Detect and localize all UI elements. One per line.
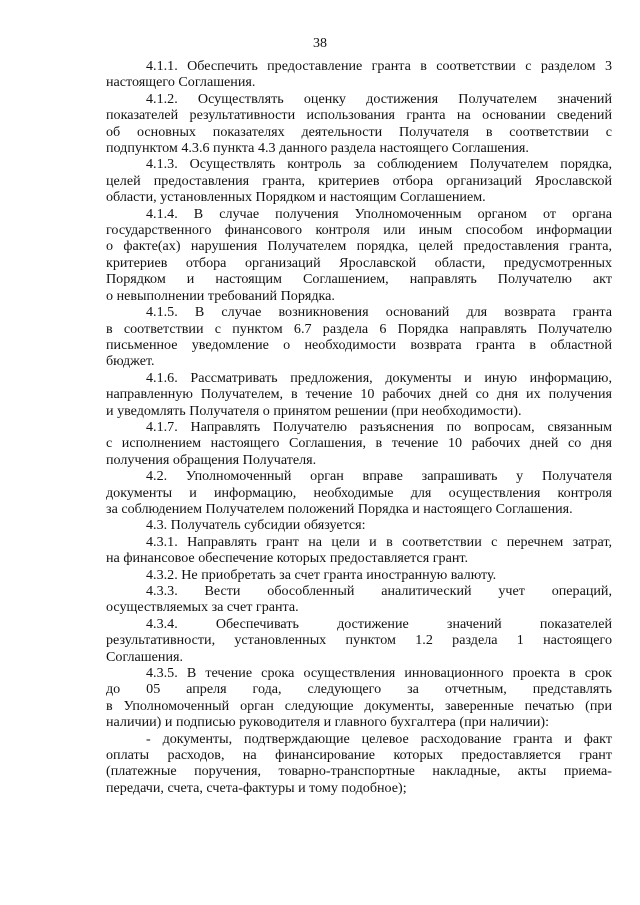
paragraph-4-1-1 bbox=[106, 58, 612, 91]
text-line: на финансовое обеспечение которых предоставляется грант. bbox=[106, 550, 468, 567]
text-line: критериев отбора организаций Ярославской области, предусмотренных bbox=[106, 254, 612, 271]
text-line: 4.1.6. Рассматривать предложения, документы и иную информацию, bbox=[146, 369, 612, 386]
text-line: 4.1.5. В случае возникновения оснований для возврата гранта bbox=[146, 304, 612, 321]
paragraph-4-3-3 bbox=[106, 583, 612, 616]
paragraph-4-3-5 bbox=[106, 665, 612, 731]
text-line: 4.1.1. Обеспечить предоставление гранта в соответствии с разделом 3 bbox=[146, 58, 612, 74]
text-line: 4.3.1. Направлять грант на цели и в соответствии с перечнем затрат, bbox=[146, 533, 612, 550]
text-line: передачи, счета, счета-фактуры и тому подобное); bbox=[106, 779, 407, 796]
document-body bbox=[106, 58, 612, 796]
text-line: результативности, установленных пунктом 1.2 раздела 1 настоящего bbox=[106, 632, 612, 649]
text-line: с исполнением настоящего Соглашения, в течение 10 рабочих дней со дня bbox=[106, 435, 612, 452]
paragraph-4-1-2 bbox=[106, 91, 612, 157]
text-line: подпунктом 4.3.6 пункта 4.3 данного раздела настоящего Соглашения. bbox=[106, 140, 529, 157]
text-line: 4.3. Получатель субсидии обязуется: bbox=[146, 517, 366, 534]
text-line: за соблюдением Получателем положений Порядка и настоящего Соглашения. bbox=[106, 500, 573, 517]
text-line: 4.3.3. Вести обособленный аналитический учет операций, bbox=[146, 583, 612, 599]
text-line: направленную Получателем, в течение 10 рабочих дней со дня их получения bbox=[106, 386, 612, 403]
text-line: (платежные поручения, товарно-транспортные накладные, акты приема- bbox=[106, 763, 612, 780]
text-line: о невыполнении требований Порядка. bbox=[106, 287, 335, 304]
paragraph-4-1-6 bbox=[106, 370, 612, 419]
text-line: Соглашения. bbox=[106, 648, 183, 665]
paragraph-4-2 bbox=[106, 468, 612, 517]
text-line: 4.1.7. Направлять Получателю разъяснения по вопросам, связанным bbox=[146, 418, 612, 435]
text-line: оплаты расходов, на финансирование которых предоставляется грант bbox=[106, 747, 612, 764]
text-line: 4.1.2. Осуществлять оценку достижения Получателем значений bbox=[146, 90, 612, 107]
text-line: бюджет. bbox=[106, 353, 155, 370]
text-line: об основных показателях деятельности Получателя в соответствии с bbox=[106, 123, 612, 140]
paragraph-4-3-1 bbox=[106, 534, 612, 567]
paragraph-4-1-7 bbox=[106, 419, 612, 468]
text-line: государственного финансового контроля или иным способом информации bbox=[106, 222, 612, 239]
text-line: 4.3.5. В течение срока осуществления инновационного проекта в срок bbox=[146, 665, 612, 682]
paragraph-4-1-3 bbox=[106, 156, 612, 205]
text-line: области, установленных Порядком и настоящим Соглашением. bbox=[106, 189, 486, 206]
text-line: 4.3.2. Не приобретать за счет гранта иностранную валюту. bbox=[146, 566, 497, 583]
text-line: наличии) и подписью руководителя и главного бухгалтера (при наличии): bbox=[106, 714, 550, 731]
text-line: документы и информацию, необходимые для осуществления контроля bbox=[106, 484, 612, 501]
paragraph-4-3 bbox=[106, 517, 612, 533]
paragraph-4-3-4 bbox=[106, 616, 612, 665]
paragraph-4-1-5 bbox=[106, 304, 612, 370]
text-line: в Уполномоченный орган следующие документы, заверенные печатью (при bbox=[106, 697, 612, 714]
text-line: письменное уведомление о необходимости возврата гранта в областной bbox=[106, 336, 612, 353]
text-line: в соответствии с пунктом 6.7 раздела 6 Порядка направлять Получателю bbox=[106, 320, 612, 337]
text-line: целей предоставления гранта, критериев отбора организаций Ярославской bbox=[106, 172, 612, 189]
text-line: - документы, подтверждающие целевое расходование гранта и факт bbox=[146, 730, 612, 747]
text-line: настоящего Соглашения. bbox=[106, 74, 256, 91]
text-line: 4.3.4. Обеспечивать достижение значений показателей bbox=[146, 615, 612, 632]
text-line: осуществляемых за счет гранта. bbox=[106, 599, 299, 616]
text-line: Порядком и настоящим Соглашением, направлять Получателю акт bbox=[106, 271, 612, 288]
text-line: 4.1.4. В случае получения Уполномоченным органом от органа bbox=[146, 205, 612, 222]
page-number: 38 bbox=[313, 36, 327, 51]
text-line: о факте(ах) нарушения Получателем порядка, целей предоставления гранта, bbox=[106, 238, 612, 255]
paragraph-4-1-4 bbox=[106, 206, 612, 304]
text-line: показателей результативности использования гранта на основании сведений bbox=[106, 107, 612, 124]
paragraph-docs bbox=[106, 731, 612, 797]
text-line: 4.2. Уполномоченный орган вправе запрашивать у Получателя bbox=[146, 468, 612, 485]
text-line: и уведомлять Получателя о принятом решении (при необходимости). bbox=[106, 402, 522, 419]
text-line: 4.1.3. Осуществлять контроль за соблюдением Получателем порядка, bbox=[146, 156, 612, 173]
paragraph-4-3-2 bbox=[106, 567, 612, 583]
text-line: получения обращения Получателя. bbox=[106, 451, 317, 468]
text-line: до 05 апреля года, следующего за отчетным, представлять bbox=[106, 681, 612, 698]
